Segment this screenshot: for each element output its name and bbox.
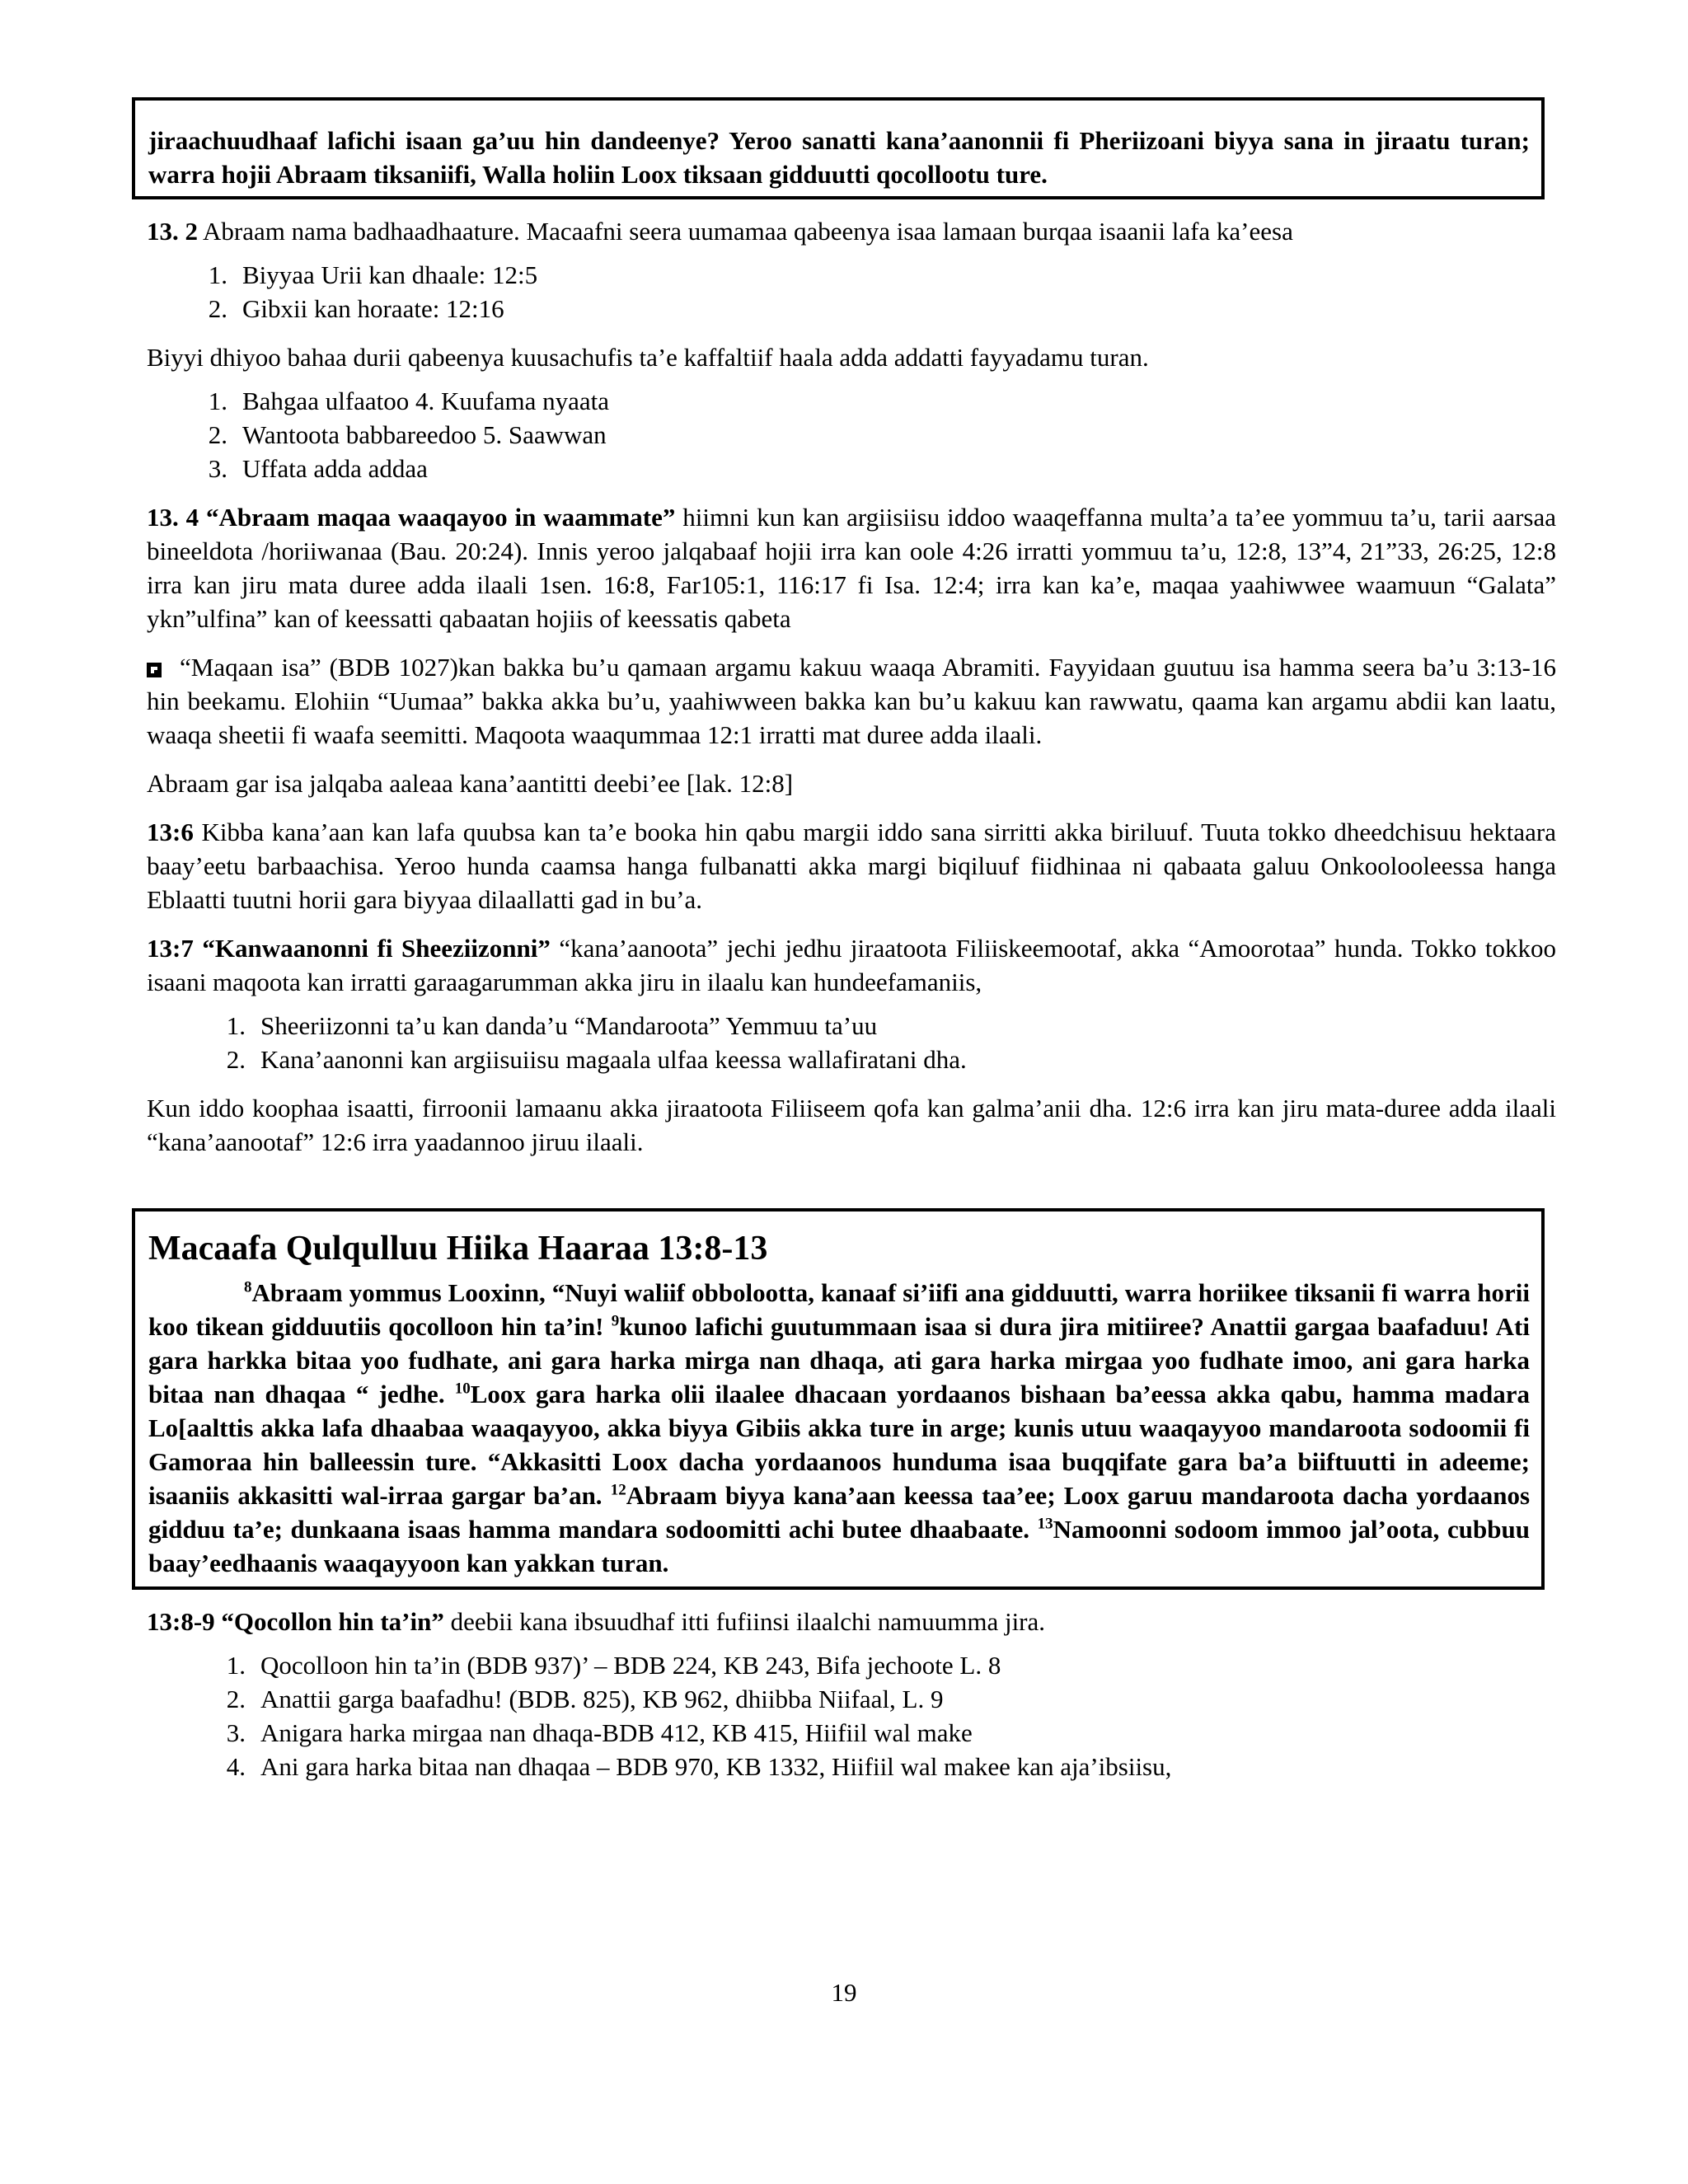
biyyi-paragraph: Biyyi dhiyoo bahaa durii qabeenya kuusachufis ta’e kaffaltiif haala adda addatti fayyadamu turan. [147,343,1149,372]
list-number: 3. [226,1718,246,1747]
section-13-7 [147,931,1556,999]
list-text: Wantoota babbareedoo 5. Saawwan [242,420,607,449]
list-text: Anigara harka mirgaa nan dhaqa-BDB 412, KB 415, Hiifiil wal make [260,1718,973,1747]
numbered-list [191,258,1556,326]
list-number: 1. [226,1011,246,1040]
list-text: Sheeriizonni ta’u kan danda’u “Mandaroota” Yemmuu ta’uu [260,1011,878,1040]
list-item [209,1750,1556,1783]
list-number: 2. [226,1685,246,1713]
list-text: Bahgaa ulfaatoo 4. Kuufama nyaata [242,387,610,415]
list-text: Kana’aanonni kan argiisuiisu magaala ulfaa keessa wallafiratani dha. [260,1045,967,1074]
numbered-list [209,1648,1556,1783]
paragraph-text: deebii kana ibsuudhaf itti fufiinsi ilaalchi namuumma jira. [443,1607,1046,1636]
verse-ref: 13:7 “Kanwaanonni fi Sheeziizonni” [147,934,551,963]
list-item [191,384,1556,418]
list-item [191,452,1556,485]
list-item [209,1043,1556,1076]
paragraph-text: “Maqaan isa” (BDB 1027)kan bakka bu’u qamaan argamu kakuu waaqa Abramiti. Fayyidaan guutuu isa hamma seera ba’u 3:13-16 hin beekamu. Elohiin “Uumaa” bakka akka bu’u, yaahiwween bakka kan bu’u kakuu kan rawwatu, qaama kan argamu abdii kan laatu, waaqa sheetii fi waafa seemitti. Maqoota waaqummaa 12:1 irratti mat duree adda ilaali. [147,653,1556,749]
list-item [191,418,1556,452]
section-13-2 [147,214,1556,248]
scripture-title: Macaafa Qulqulluu Hiika Haaraa 13:8-13 [148,1230,768,1268]
scripture-continuation-box [132,97,1545,199]
list-number: 2. [208,294,227,323]
verse-ref: 13. 4 “Abraam maqaa waaqayoo in waammate” [147,503,676,532]
section-13-4 [147,500,1556,635]
verse-number: 10 [454,1380,471,1398]
numbered-list [191,384,1556,485]
continuation-text: jiraachuudhaaf lafichi isaan ga’uu hin dandeenye? Yeroo sanatti kana’aanonnii fi Pheriizoani biyya sana in jiraatu turan; warra hojii Abraam tiksaniifi, Walla holiin Loox tiksaan gidduutti qocollootu ture. [148,126,1530,189]
list-item [209,1009,1556,1043]
verse-text: Namoonni sodoom immoo jal’oota, cubbuu baay’eedhaanis waaqayyoon kan yakkan turan. [148,1515,1530,1577]
list-text: Anattii garga baafadhu! (BDB. 825), KB 962, dhiibba Niifaal, L. 9 [260,1685,944,1713]
scripture-box [132,1208,1545,1590]
abraam-gar-paragraph: Abraam gar isa jalqaba aaleaa kana’aantitti deebi’ee [lak. 12:8] [147,769,794,798]
square-bullet-icon [147,663,162,677]
section-13-8-9 [147,1605,1556,1638]
verse-ref: 13. 2 [147,217,198,246]
verse-ref: 13:8-9 “Qocollon hin ta’in” [147,1607,444,1636]
verse-text: Loox gara harka olii ilaalee dhacaan yordaanos bishaan ba’eessa akka qabu, hamma madara Lo[aalttis akka lafa dhaabaa waaqayyoo, akka biyya Gibiis akka ture in arge; kunis utuu waaqayyoo mandaroota sodoomii fi Gamoraa hin balleessin ture. “Akkasitti Loox dacha yordaanoos hunduma isaa buqqifate gara ba’a biiftuutti in adeeme; isaaniis akkasitti wal-irraa gargar ba’an. [148,1380,1530,1510]
verse-number: 12 [610,1481,626,1499]
section-13-6 [147,815,1556,916]
list-number: 1. [208,260,227,289]
list-text: Ani gara harka bitaa nan dhaqaa – BDB 970, KB 1332, Hiifiil wal makee kan aja’ibsiisu, [260,1752,1172,1781]
verse-number: 8 [244,1278,252,1296]
list-item [209,1682,1556,1716]
list-item [191,292,1556,326]
numbered-list [209,1009,1556,1076]
paragraph-text: “kana’aanoota” jechi jedhu jiraatoota Filiiskeemootaf, akka “Amoorotaa” hunda. Tokko tokkoo isaani maqoota kan irratti garaagarumman akka jiru in ilaalu kan hundeefamaniis, [147,934,1556,996]
verse-ref: 13:6 [147,818,194,846]
list-text: Qocolloon hin ta’in (BDB 937)’ – BDB 224, KB 243, Bifa jechoote L. 8 [260,1651,1001,1680]
list-item [209,1716,1556,1750]
list-text: Uffata adda addaa [242,454,428,483]
list-item [191,258,1556,292]
list-text: Gibxii kan horaate: 12:16 [242,294,504,323]
list-text: Biyyaa Urii kan dhaale: 12:5 [242,260,538,289]
list-number: 2. [208,420,227,449]
paragraph-text: hiimni kun kan argiisiisu iddoo waaqeffanna multa’a ta’ee yommuu ta’u, tarii aarsaa bineeldota /horiiwanaa (Bau. 20:24). Innis yeroo jalqabaaf hojii irra kan oole 4:26 irratti yommuu ta’u, 12:8, 13”4, 21”33, 26:25, 12:8 irra kan jiru mata duree adda ilaali 1sen. 16:8, Far105:1, 116:17 fi Isa. 12:4; irra kan ka’e, maqaa yaahiwwee waamuun “Galata” ykn”ulfina” kan of keessatti qabaatan hojiis of keessatis qabeta [147,503,1557,633]
scripture-text [148,1276,1530,1580]
verse-number: 13 [1037,1515,1053,1533]
verse-number: 9 [611,1312,620,1330]
list-number: 4. [226,1752,246,1781]
list-number: 3. [208,454,227,483]
page-content [147,97,1556,1783]
list-number: 1. [208,387,227,415]
verse-text: kunoo lafichi guutummaan isaa si dura jira mitiiree? Anattii gargaa baafaduu! Ati gara harkka bitaa yoo fudhate, ani gara harka mirga nan dhaqa, ati gara harka mirgaa yoo fudhate imoo, ani gara harka bitaa nan dhaqaa “ jedhe. [148,1312,1530,1408]
kun-iddo-paragraph: Kun iddo koophaa isaatti, firroonii lamaanu akka jiraatoota Filiiseem qofa kan galma’anii dha. 12:6 irra kan jiru mata-duree adda ilaali “kana’aanootaf” 12:6 irra yaadannoo jiruu ilaali. [147,1094,1556,1156]
paragraph-text: Kibba kana’aan kan lafa quubsa kan ta’e booka hin qabu margii iddo sana sirritti akka biriluuf. Tuuta tokko dheedchisuu hektaara baay’eetu barbaachisa. Yeroo hunda caamsa hanga fulbanatti akka margi biqiluuf fiidhinaa ni qabaata galuu Onkoolooleessa hanga Eblaatti tuutni horii gara biyyaa dilaallatti gad in bu’a. [147,818,1556,914]
paragraph-text: Abraam nama badhaadhaature. Macaafni seera uumamaa qabeenya isaa lamaan burqaa isaanii lafa ka’eesa [198,217,1293,246]
list-number: 2. [226,1045,246,1074]
verse-text: Abraam yommus Looxinn, “Nuyi waliif obbolootta, kanaaf si’iifi ana gidduutti, warra horiikee tiksanii fi warra horii koo tikean gidduutiis qocolloon hin ta’in! [148,1278,1530,1341]
list-item [209,1648,1556,1682]
list-number: 1. [226,1651,246,1680]
page-number: 19 [831,1978,857,2007]
verse-text: Abraam biyya kana’aan keessa taa’ee; Loox garuu mandaroota dacha yordaanos gidduu ta’e; dunkaana isaas hamma mandara sodoomitti achi butee dhaabaate. [148,1481,1531,1544]
maqaan-paragraph [147,650,1556,752]
